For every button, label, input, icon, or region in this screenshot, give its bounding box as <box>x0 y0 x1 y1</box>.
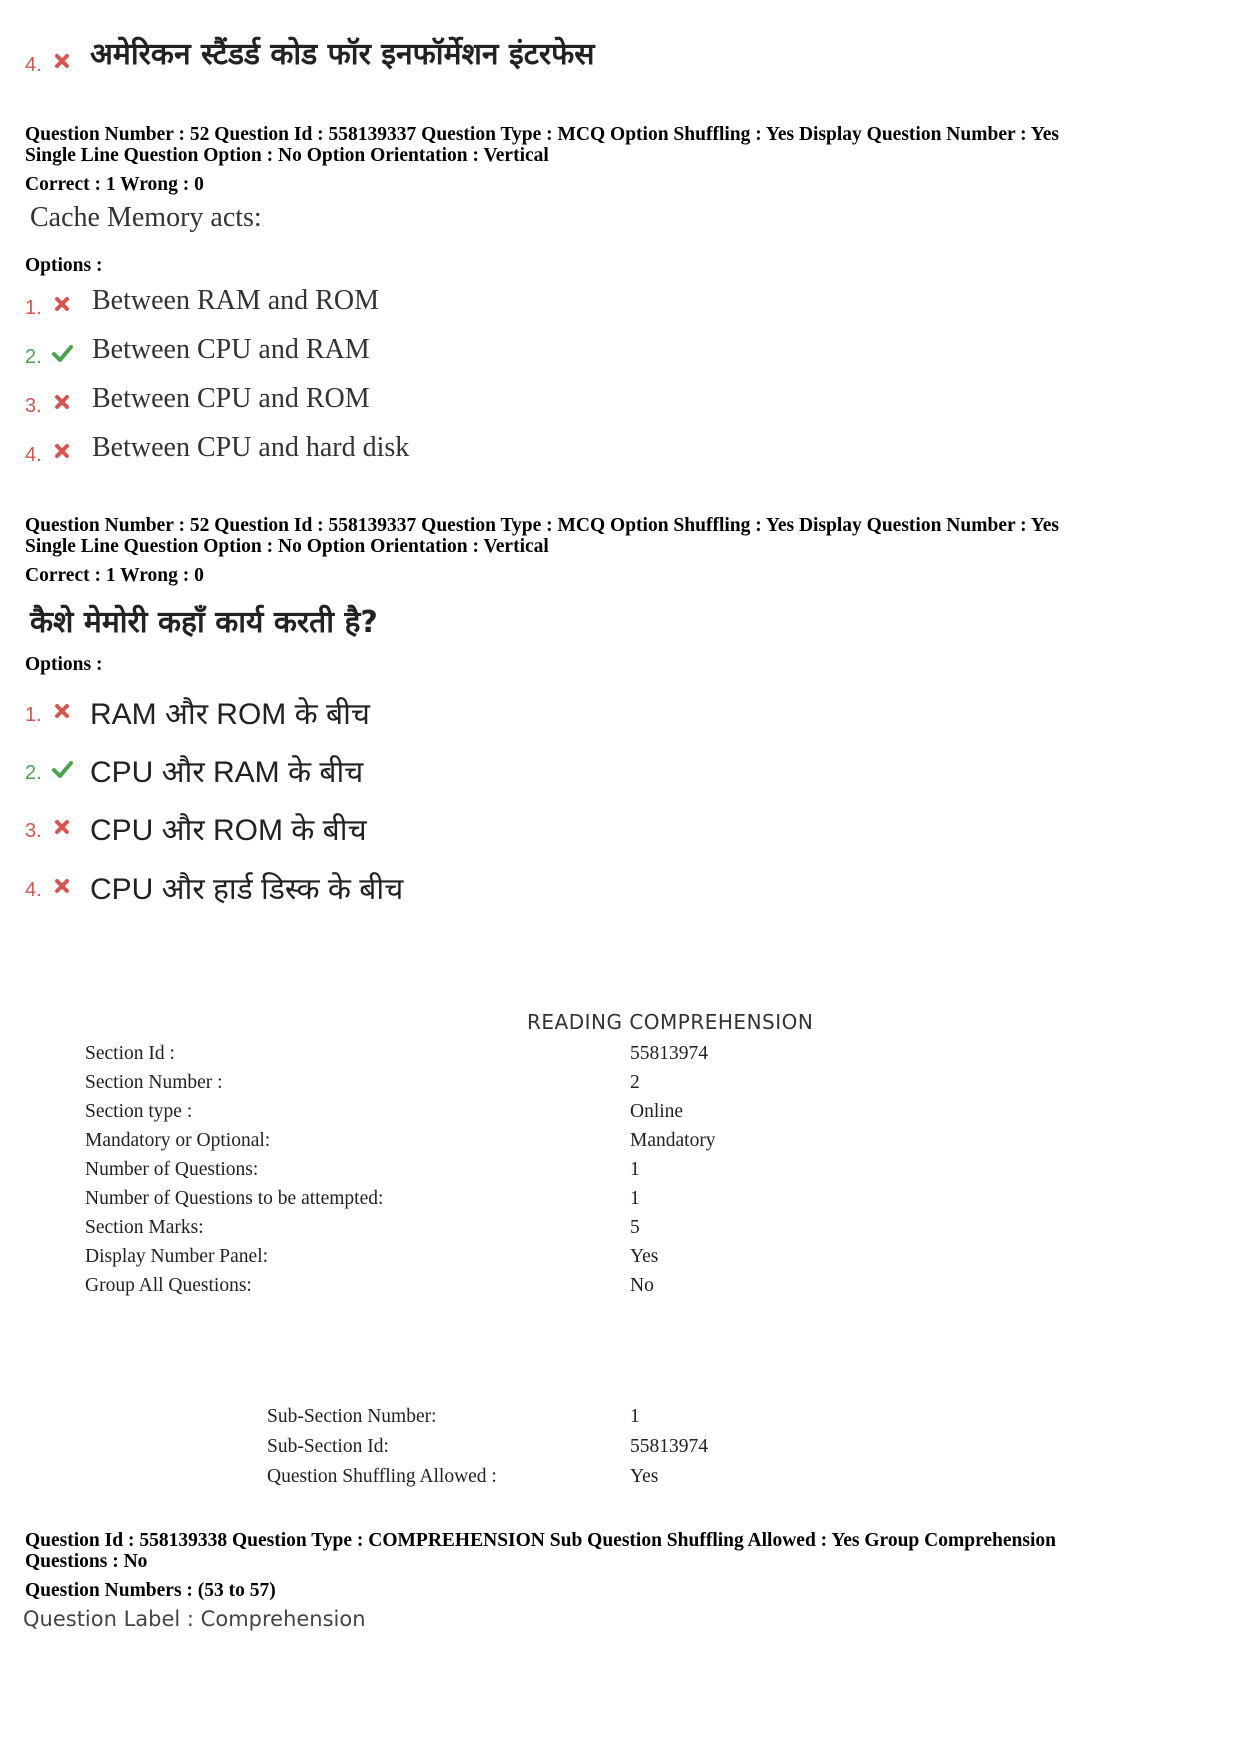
display-panel-label: Display Number Panel: <box>85 1246 269 1267</box>
subsection-id-value: 55813974 <box>630 1436 708 1457</box>
subsection-labels <box>267 1406 497 1496</box>
cross-icon <box>51 816 73 838</box>
group-questions-label: Group All Questions: <box>85 1275 252 1296</box>
option-number: 1. <box>25 297 42 319</box>
option-text: Between CPU and ROM <box>92 383 370 414</box>
section-marks-label: Section Marks: <box>85 1217 204 1238</box>
option-number: 3. <box>25 395 42 417</box>
question-numbers: Question Numbers : (53 to 57) <box>25 1580 276 1601</box>
cross-icon <box>51 50 73 72</box>
option-number: 4. <box>25 444 42 466</box>
options-label: Options : <box>25 654 103 675</box>
question-meta: Question Number : 52 Question Id : 558139337 Question Type : MCQ Option Shuffling : Yes Display Question Number : Yes Single Line Question Option : No Option Orientation : Vertical <box>25 515 1059 557</box>
option-text: CPU और ROM के बीच <box>90 814 367 847</box>
option-number: 4. <box>25 54 42 76</box>
mandatory-label: Mandatory or Optional: <box>85 1130 271 1151</box>
option-text: Between CPU and RAM <box>92 334 370 365</box>
section-number-value: 2 <box>630 1072 640 1093</box>
option-text: RAM और ROM के बीच <box>90 698 370 731</box>
section-title: READING COMPREHENSION <box>527 1010 814 1034</box>
checkmark-icon <box>51 758 73 780</box>
subsection-number-value: 1 <box>630 1406 640 1427</box>
cross-icon <box>51 391 73 413</box>
shuffling-value: Yes <box>630 1466 659 1487</box>
option-number: 2. <box>25 762 42 784</box>
cross-icon <box>51 440 73 462</box>
option-text: Between RAM and ROM <box>92 285 379 316</box>
section-number-label: Section Number : <box>85 1072 223 1093</box>
section-marks-value: 5 <box>630 1217 640 1238</box>
shuffling-label: Question Shuffling Allowed : <box>267 1466 497 1487</box>
question-stem: Cache Memory acts: <box>30 202 262 233</box>
option-number: 2. <box>25 346 42 368</box>
mandatory-value: Mandatory <box>630 1130 716 1151</box>
section-type-label: Section type : <box>85 1101 193 1122</box>
options-label: Options : <box>25 255 103 276</box>
subsection-id-label: Sub-Section Id: <box>267 1436 389 1457</box>
section-type-value: Online <box>630 1101 684 1122</box>
option-number: 1. <box>25 704 42 726</box>
score-line: Correct : 1 Wrong : 0 <box>25 174 204 195</box>
num-attempt-label: Number of Questions to be attempted: <box>85 1188 384 1209</box>
option-text: CPU और RAM के बीच <box>90 756 364 789</box>
display-panel-value: Yes <box>630 1246 659 1267</box>
num-questions-value: 1 <box>630 1159 640 1180</box>
section-id-value: 55813974 <box>630 1043 708 1064</box>
option-text: Between CPU and hard disk <box>92 432 410 463</box>
section-info-values <box>630 1043 716 1304</box>
option-text: CPU और हार्ड डिस्क के बीच <box>90 873 404 906</box>
cross-icon <box>51 875 73 897</box>
option-number: 4. <box>25 879 42 901</box>
option-number: 3. <box>25 820 42 842</box>
cross-icon <box>51 700 73 722</box>
num-questions-label: Number of Questions: <box>85 1159 259 1180</box>
group-questions-value: No <box>630 1275 654 1296</box>
score-line: Correct : 1 Wrong : 0 <box>25 565 204 586</box>
num-attempt-value: 1 <box>630 1188 640 1209</box>
cross-icon <box>51 293 73 315</box>
checkmark-icon <box>51 342 73 364</box>
subsection-values <box>630 1406 708 1496</box>
prev-option-text: अमेरिकन स्टैंडर्ड कोड फॉर इनफॉर्मेशन इंटरफेस <box>90 37 595 72</box>
subsection-number-label: Sub-Section Number: <box>267 1406 437 1427</box>
section-id-label: Section Id : <box>85 1043 175 1064</box>
section-info-labels <box>85 1043 383 1304</box>
question-label: Question Label : Comprehension <box>23 1607 366 1631</box>
question-stem: कैशे मेमोरी कहाँ कार्य करती है? <box>30 605 378 640</box>
question-meta: Question Number : 52 Question Id : 558139337 Question Type : MCQ Option Shuffling : Yes Display Question Number : Yes Single Line Question Option : No Option Orientation : Vertical <box>25 124 1059 166</box>
comprehension-meta: Question Id : 558139338 Question Type : COMPREHENSION Sub Question Shuffling Allowed : Yes Group Comprehension Questions : No <box>25 1530 1056 1572</box>
